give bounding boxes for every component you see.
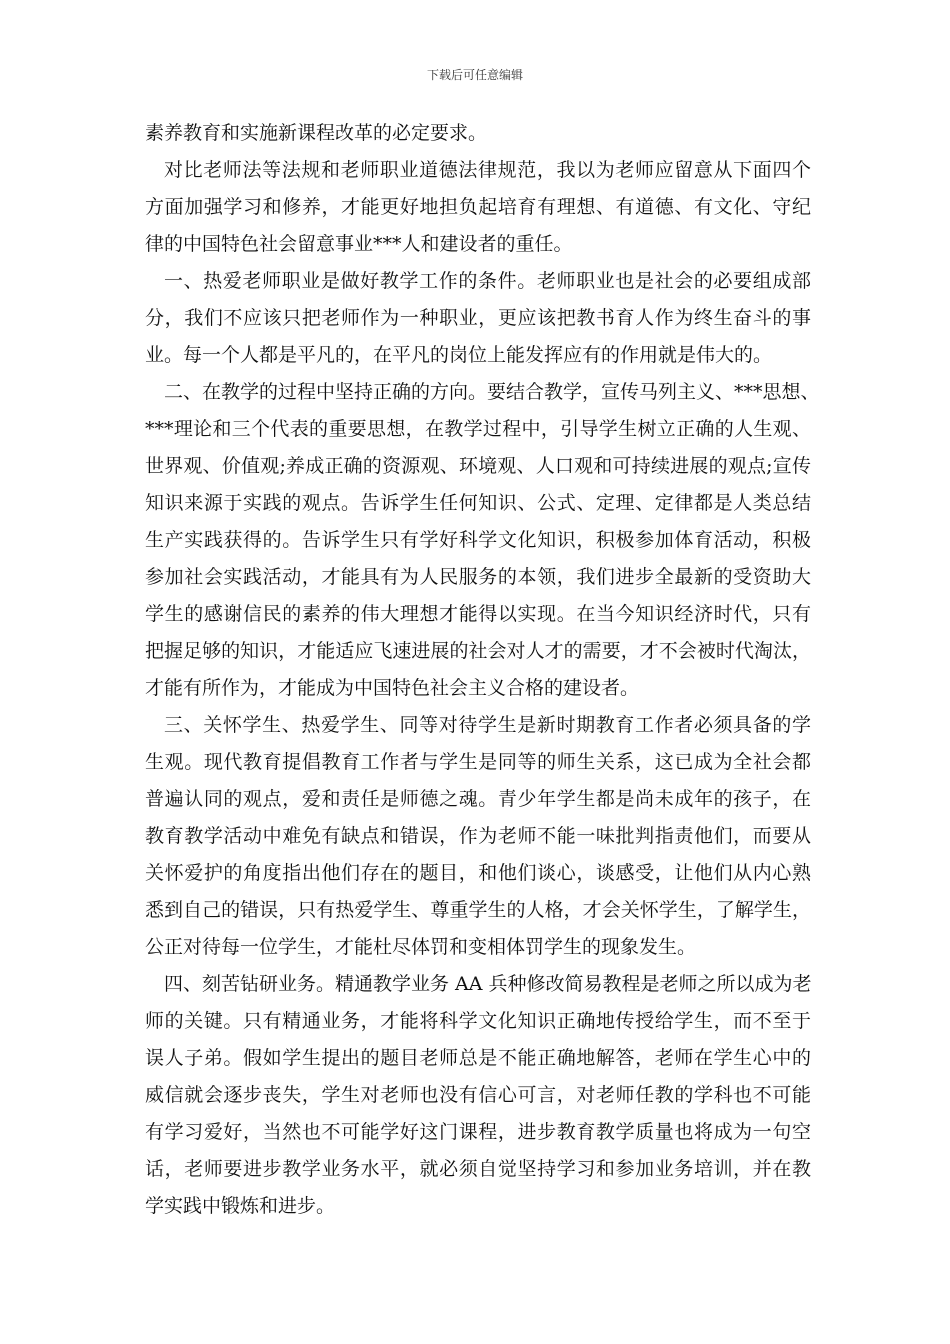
text-line: 悉到自己的错误，只有热爱学生、尊重学生的人格，才会关怀学生，了解学生， xyxy=(145,899,811,922)
text-line: ***理论和三个代表的重要思想，在教学过程中，引导学生树立正确的人生观、 xyxy=(145,418,811,441)
text-line: 学实践中锻炼和进步。 xyxy=(145,1195,336,1218)
paragraph xyxy=(145,707,811,966)
text-line: 误人子弟。假如学生提出的题目老师总是不能正确地解答，老师在学生心中的 xyxy=(145,1047,811,1070)
text-line: 把握足够的知识，才能适应飞速进展的社会对人才的需要，才不会被时代淘汰， xyxy=(145,640,811,663)
text-line: 素养教育和实施新课程改革的必定要求。 xyxy=(145,122,488,144)
text-line: 生产实践获得的。告诉学生只有学好科学文化知识，积极参加体育活动，积极 xyxy=(145,529,811,552)
document-body xyxy=(145,115,820,1225)
text-line: 世界观、价值观;养成正确的资源观、环境观、人口观和可持续进展的观点;宣传 xyxy=(145,455,811,478)
text-line: 业。每一个人都是平凡的，在平凡的岗位上能发挥应有的作用就是伟大的。 xyxy=(145,344,773,367)
text-line: 普遍认同的观点，爱和责任是师德之魂。青少年学生都是尚未成年的孩子，在 xyxy=(145,788,811,811)
text-line: 生观。现代教育提倡教育工作者与学生是同等的师生关系，这已成为全社会都 xyxy=(145,751,811,774)
text-line: 知识来源于实践的观点。告诉学生任何知识、公式、定理、定律都是人类总结 xyxy=(145,492,811,515)
paragraph xyxy=(145,966,811,1225)
text-line: 一、热爱老师职业是做好教学工作的条件。老师职业也是社会的必要组成部 xyxy=(164,270,811,293)
text-line: 关怀爱护的角度指出他们存在的题目，和他们谈心，谈感受，让他们从内心熟 xyxy=(145,862,811,885)
text-line: 参加社会实践活动，才能具有为人民服务的本领，我们进步全最新的受资助大 xyxy=(145,566,811,589)
text-line: 威信就会逐步丧失，学生对老师也没有信心可言，对老师任教的学科也不可能 xyxy=(145,1084,811,1107)
text-line: 才能有所作为，才能成为中国特色社会主义合格的建设者。 xyxy=(145,677,640,700)
text-line: 有学习爱好，当然也不可能学好这门课程，进步教育教学质量也将成为一句空 xyxy=(145,1121,811,1144)
text-line: 二、在教学的过程中坚持正确的方向。要结合教学，宣传马列主义、***思想、 xyxy=(164,381,820,404)
paragraph xyxy=(145,263,811,374)
paragraph xyxy=(145,374,820,707)
text-line: 教育教学活动中难免有缺点和错误，作为老师不能一味批判指责他们，而要从 xyxy=(145,825,811,848)
text-line: 分，我们不应该只把老师作为一种职业，更应该把教书育人作为终生奋斗的事 xyxy=(145,307,811,330)
text-line: 四、刻苦钻研业务。精通教学业务 AA 兵种修改简易教程是老师之所以成为老 xyxy=(164,973,812,996)
text-line: 公正对待每一位学生，才能杜尽体罚和变相体罚学生的现象发生。 xyxy=(145,936,697,959)
text-line: 对比老师法等法规和老师职业道德法律规范，我以为老师应留意从下面四个 xyxy=(164,159,811,182)
text-line: 律的中国特色社会留意事业***人和建设者的重任。 xyxy=(145,233,573,256)
text-line: 话，老师要进步教学业务水平，就必须自觉坚持学习和参加业务培训，并在教 xyxy=(145,1158,811,1181)
paragraph xyxy=(145,152,811,263)
text-line: 师的关键。只有精通业务，才能将科学文化知识正确地传授给学生，而不至于 xyxy=(145,1010,811,1033)
paragraph xyxy=(145,115,811,152)
text-line: 学生的感谢信民的素养的伟大理想才能得以实现。在当今知识经济时代，只有 xyxy=(145,603,811,626)
text-line: 方面加强学习和修养，才能更好地担负起培育有理想、有道德、有文化、守纪 xyxy=(145,196,811,219)
page-header: 下载后可任意编辑 xyxy=(426,68,523,82)
text-line: 三、关怀学生、热爱学生、同等对待学生是新时期教育工作者必须具备的学 xyxy=(164,714,811,737)
